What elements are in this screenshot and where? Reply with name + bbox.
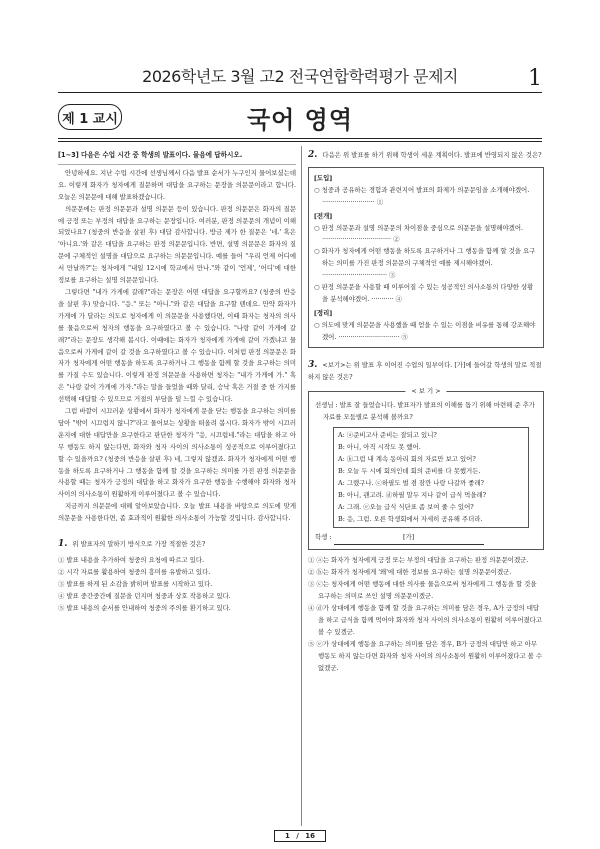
plan-item[interactable]: ○ 의도에 맞게 의문문을 사용했을 때 얻을 수 있는 이점을 비유를 통해 강조해야겠어. ······························ ⑤ (314, 320, 536, 341)
page-footer (0, 830, 600, 842)
answer-option[interactable]: ⑤ 발표 내용의 순서를 안내하여 청중의 주의를 환기하고 있다. (58, 603, 231, 612)
question-stem: <보기>는 위 발표 후 이어진 수업의 일부이다. [가]에 들어갈 학생의 말로 적절하지 않은 것은? (308, 360, 542, 381)
passage-paragraph: 그렇다면 "내가 가게에 갈래?"라는 문장은 어떤 대답을 요구할까요? (청중의 반응을 살핀 후) 맞습니다. "응." 또는 "아니."와 같은 대답을 요구할 텐데요. 만약 화자가 가게에 가 달라는 의도로 청자에게 이 의문문을 사용했다면, 이때 화자는 청자의 의사를 물음으로써 청자의 행동을 요구하였다고 볼 수 있습니다. "나랑 같이 가게에 갈래?"라는 문장도 생각해 봅시다. 이때에는 화자가 청자에게 가게에 같이 가겠냐고 물음으로써 가게에 같이 갈 것을 요구하였다고 볼 수 있습니다. 이처럼 판정 의문문은 화자가 청자에게 어떤 행동을 하도록 요구하거나 그 행동을 함께 할 것을 요구하는 의미를 가질 수도 있습니다. 이렇게 판정 의문문을 사용하면 청자는 "내가 가게에 가." 혹은 "나랑 같이 가게에 가자."라는 말을 들었을 때와 달리, 승낙 혹은 거절 중 한 가지를 선택해 대답할 수 있으므로 거절의 부담을 덜 느낄 수 있습니다. (58, 287, 296, 404)
plan-section-title: [전개] (314, 211, 333, 220)
dialogue-line: B: 오늘 두 시에 회의인데 회의 준비를 다 못했거든. (338, 466, 481, 475)
passage-paragraph: 안녕하세요. 지난 수업 시간에 선생님께서 다음 발표 순서가 누구인지 물어보셨는데요. 이렇게 화자가 청자에게 질문하며 대답을 요구하는 문장을 의문문이라고 합니다. 오늘은 의문문에 대해 발표하겠습니다. (58, 168, 296, 201)
subject-title: 국어 영역 (246, 106, 354, 134)
question-number: 2. (308, 150, 318, 160)
subject-rule-2 (58, 141, 542, 142)
header-rule (58, 92, 542, 93)
student-label: 학생 : (315, 533, 332, 542)
plan-item[interactable]: ○ 판정 의문문을 사용할 때 이루어질 수 있는 성공적인 의사소통의 다양한 상황을 분석해야겠어. ··········· ④ (314, 283, 534, 303)
page-number: 1 (528, 66, 542, 91)
dialogue-line: B: 아니, 괜고려. ⓓ하필 말두 지나 같이 급식 먹을래? (338, 490, 487, 499)
dialogue-line: A: ⓐ준비고사 준비는 잘되고 있니? (338, 431, 437, 440)
answer-option[interactable]: ① ⓐ는 화자가 청자에게 긍정 또는 부정의 대답을 요구하는 판정 의문문이겠군. (308, 556, 529, 565)
left-column (58, 150, 296, 615)
answer-option[interactable]: ③ ⓒ는 청자에게 어떤 행동에 대한 의사를 물음으로써 청자에게 그 행동을 할 것을 요구하는 의미로 쓰인 설명 의문문이겠군. (308, 580, 537, 601)
passage-paragraph: 그럼 바깥이 시끄러운 상황에서 화자가 청자에게 문을 닫는 행동을 요구하는 의미를 담아 "밖이 시끄럽지 않니?"라고 물어보는 상황을 떠올려 봅시다. 화자가 밖이 시끄러운지에 대한 대답만을 요구한다고 판단한 청자가 "응, 시끄럽네."라는 대답을 하고 아무 행동도 하지 않는다면, 화자와 청자 사이의 의사소통이 성공적으로 이루어졌다고 할 수 있을까요? (청중의 반응을 살핀 후) 네, 그렇지 않겠죠. 화자가 청자에게 어떤 행동을 하도록 요구하거나 그 행동을 함께 할 것을 요구하는 의미를 가진 판정 의문문을 사용할 때는 청자가 긍정의 대답을 하고 화자가 요구한 행동을 수행해야 화자와 청자 사이의 의사소통이 원활하게 이루어졌다고 볼 수 있습니다. (58, 407, 296, 499)
column-divider (301, 146, 302, 826)
dialogue-line: A: 그랬구나. ⓒ하필도 벌 겸 잠깐 나랑 나갈까 좋래? (338, 478, 484, 487)
footer-page-box (274, 830, 326, 842)
question-2 (308, 150, 544, 348)
answer-option[interactable]: ② 시각 자료를 활용하여 청중의 흥미를 유발하고 있다. (58, 567, 211, 576)
footer-current-page: 1 (284, 832, 290, 840)
answer-options (58, 555, 296, 615)
dialogue-line: A: ⓑ그럼 내 계속 동아리 회의 자료만 보고 있어? (338, 455, 476, 464)
answer-option[interactable]: ② ⓑ는 화자가 청자에게 '왜'에 대한 정보를 요구하는 설명 의문문이겠군. (308, 568, 512, 577)
plan-item[interactable]: ○ 판정 의문문과 설명 의문문의 차이점을 중심으로 의문문을 설명해야겠어. ·································· ② (314, 223, 524, 244)
footer-slash: / (296, 832, 299, 840)
right-column (308, 150, 544, 674)
teacher-line: 선생님 : 발표 잘 들었습니다. 발표자가 발표의 이해를 돕기 위해 마련해 준 추가 자료를 모둠별로 분석해 볼까요? (315, 401, 535, 422)
passage-paragraph: 지금까지 의문문에 대해 알아보았습니다. 오늘 발표 내용을 바탕으로 의도에 맞게 의문문을 사용한다면, 좀 효과적이 원활한 의사소통이 가능할 것입니다. 감사합니다. (58, 502, 296, 523)
subject-rule (58, 138, 542, 139)
dialogue-line: A: 그래. ⓔ오늘 급식 식단표 좀 보여 줄 수 있어? (338, 502, 474, 511)
set-instruction: [1~3] 다음은 수업 시간 중 학생의 발표이다. 물음에 답하시오. (58, 151, 243, 159)
passage-paragraph: 의문문에는 판정 의문문과 설명 의문문 등이 있습니다. 판정 의문문은 화자의 질문에 긍정 또는 부정의 대답을 요구하는 문장입니다. 여러분, 판정 의문문의 개념이 이해되었나요? (청중의 반응을 살핀 후) 대답 감사합니다. 방금 제가 한 질문은 '네.' 혹은 '아니요.'와 같은 대답을 요구하는 판정 의문문입니다. 반면, 설명 의문문은 화자의 질문에 구체적인 설명을 대답으로 요구하는 의문문입니다. 예를 들어 "우리 언제 어디에서 만날까?"는 청자에게 "내일 12시에 학교에서 만나."와 같이 '언제', '어디'에 대한 정보를 요구하는 설명 의문문입니다. (58, 204, 296, 285)
bogi-box (308, 387, 544, 550)
dialogue-line: B: 응, 그럼. 오른 학생회에서 자세히 공유해 주더라. (338, 514, 483, 523)
question-3 (308, 360, 544, 675)
plan-item[interactable]: ○ 화자가 청자에게 어떤 행동을 하도록 요구하거나 그 행동을 함께 할 것을 요구하는 의미를 가진 판정 의문문의 구체적인 예를 제시해야겠어. ································ ③ (314, 247, 536, 280)
plan-item[interactable]: ○ 청중과 공유하는 경험과 관련지어 발표의 화제가 의문문임을 소개해야겠어. ·························· ① (314, 185, 530, 206)
answer-option[interactable]: ④ ⓓ가 상대에게 행동을 함께 할 것을 요구하는 의미를 담은 경우, A가 긍정의 대답을 하고 급식을 함께 먹어야 화자와 청자 사이의 의사소통이 원활히 이루어졌다고 볼 수 있겠군. (308, 604, 543, 636)
question-stem: 위 발표자의 말하기 방식으로 가장 적절한 것은? (72, 540, 206, 549)
blank-slot: [가] (334, 532, 484, 545)
question-1 (58, 539, 296, 614)
answer-option[interactable]: ③ 발표를 하게 된 소감을 밝히며 발표를 시작하고 있다. (58, 579, 213, 588)
question-stem: 다음은 위 발표를 하기 위해 학생이 세운 계획이다. 발표에 반영되지 않은 것은? (322, 151, 542, 159)
period-badge: 제 1 교시 (58, 104, 122, 130)
passage (58, 164, 296, 525)
student-line (315, 532, 537, 545)
footer-total-pages: 16 (305, 832, 316, 840)
plan-section-title: [정리] (314, 308, 333, 317)
exam-title: 2026학년도 3월 고2 전국연합학력평가 문제지 (142, 67, 458, 86)
plan-section-title: [도입] (314, 173, 333, 182)
dialogue-box (333, 427, 529, 528)
dialogue-line: B: 아니, 아직 시작도 못 했어. (338, 443, 421, 452)
answer-option[interactable]: ⑤ ⓔ가 상대에게 행동을 요구하는 의미를 담은 경우, B가 긍정의 대답만 하고 아무 행동도 하지 않는다면 화자와 청자 사이의 의사소통이 원활히 이루어졌다고 볼 수 없겠군. (308, 639, 543, 672)
answer-options (308, 555, 544, 674)
question-number: 1. (58, 539, 68, 550)
plan-box (308, 167, 544, 348)
bogi-title: < 보 기 > (405, 386, 446, 398)
answer-option[interactable]: ① 발표 내용을 추가하여 청중의 요청에 따르고 있다. (58, 556, 205, 564)
answer-option[interactable]: ④ 발표 중간중간에 질문을 던지며 청중과 상호 작용하고 있다. (58, 591, 231, 600)
question-number: 3. (308, 359, 318, 370)
